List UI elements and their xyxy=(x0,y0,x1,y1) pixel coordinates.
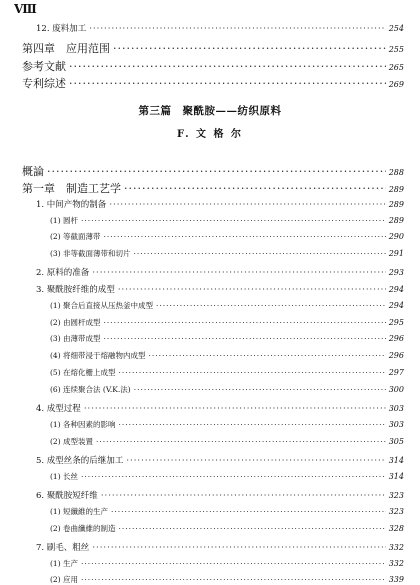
toc-entry-label: 2. 原料的准备 xyxy=(36,268,90,278)
toc-entry-page: 294 xyxy=(388,301,404,310)
toc-entry-label: (2) 等截面薄带 xyxy=(50,232,101,241)
toc-entry-label: 第一章 制造工艺学 xyxy=(22,182,121,195)
toc-entry-page: 328 xyxy=(388,524,404,533)
dot-leader xyxy=(104,318,386,327)
dot-leader xyxy=(81,472,386,481)
dot-leader xyxy=(119,524,386,533)
toc-entry-page: 303 xyxy=(388,404,404,413)
toc-entry xyxy=(36,454,404,466)
toc-entry xyxy=(22,75,404,91)
dot-leader xyxy=(89,24,385,34)
dot-leader xyxy=(118,285,386,295)
dot-leader xyxy=(113,42,386,55)
toc-entry xyxy=(50,506,404,517)
dot-leader xyxy=(96,437,386,446)
toc-entry-label: (1) 短纖維的生产 xyxy=(50,507,109,516)
toc-entry-label: (6) 连续聚合法 (V.K.法) xyxy=(50,385,131,394)
toc-entry xyxy=(22,180,404,196)
toc-entry-label: (2) 应用 xyxy=(50,575,79,584)
toc-entry-page: 254 xyxy=(388,24,404,33)
toc-entry-page: 303 xyxy=(388,420,404,429)
toc-entry-label: 参考文献 xyxy=(22,60,66,73)
toc-entry-page: 332 xyxy=(388,543,404,552)
toc-entry xyxy=(36,402,404,414)
toc-entry-page: 293 xyxy=(388,268,404,277)
dot-leader xyxy=(92,268,385,278)
toc-entry-page: 296 xyxy=(388,334,404,343)
toc-entry-page: 269 xyxy=(388,80,404,89)
toc-entry xyxy=(50,333,404,344)
dot-leader xyxy=(69,60,386,73)
dot-leader xyxy=(84,404,386,414)
toc-entry-page: 289 xyxy=(388,200,404,209)
toc-entry-page: 265 xyxy=(388,63,404,72)
toc-entry-label: 7. 刷毛、粗丝 xyxy=(36,543,90,553)
toc-entry-page: 296 xyxy=(388,351,404,360)
toc-entry-label: 第四章 应用范围 xyxy=(22,42,110,55)
toc-entry-page: 332 xyxy=(388,559,404,568)
toc-entry-label: (1) 聚合后直接从压热釜中成型 xyxy=(50,301,154,310)
dot-leader xyxy=(69,77,386,90)
toc-entry-page: 289 xyxy=(388,185,404,194)
toc-entry-label: 6. 聚酰胺短纤维 xyxy=(36,491,98,501)
dot-leader xyxy=(81,575,386,584)
toc-entry-label: 1. 中间产物的制备 xyxy=(36,200,107,210)
toc-entry xyxy=(36,541,404,553)
toc-entry xyxy=(36,489,404,501)
dot-leader xyxy=(109,200,385,210)
toc-entry-page: 314 xyxy=(388,456,404,465)
toc-entry-page: 323 xyxy=(388,491,404,500)
toc-entry xyxy=(50,300,404,311)
dot-leader xyxy=(119,368,386,377)
toc-entry-label: 3. 聚酰胺纤维的成型 xyxy=(36,285,115,295)
toc-entry-label: (1) 生产 xyxy=(50,559,79,568)
toc-entry-page: 300 xyxy=(388,385,404,394)
part-author: F. 文 格 尔 xyxy=(176,129,244,140)
toc-entry-label: 4. 成型过程 xyxy=(36,404,81,414)
toc-entry-page: 297 xyxy=(388,368,404,377)
toc-entry-label: (3) 非等截面薄带和切片 xyxy=(50,249,131,258)
dot-leader xyxy=(101,491,386,501)
toc-entry-label: (1) 圆杆 xyxy=(50,216,79,225)
toc-entry xyxy=(50,419,404,430)
dot-leader xyxy=(92,543,385,553)
dot-leader xyxy=(156,301,386,310)
toc-entry xyxy=(50,523,404,534)
dot-leader xyxy=(124,182,386,195)
toc-entry-label: (2) 由圆杆成型 xyxy=(50,318,101,327)
toc-entry xyxy=(50,574,404,585)
toc-entry xyxy=(50,248,404,259)
toc-entry xyxy=(36,22,404,34)
toc-entry xyxy=(50,231,404,242)
dot-leader xyxy=(47,165,386,178)
toc-entry-page: 305 xyxy=(388,437,404,446)
toc-entry xyxy=(50,317,404,328)
toc-entry-page: 255 xyxy=(388,45,404,54)
dot-leader xyxy=(111,507,386,516)
toc-entry-label: (2) 成型装置 xyxy=(50,437,94,446)
toc-entry xyxy=(50,384,404,395)
toc-entry xyxy=(50,215,404,226)
dot-leader xyxy=(134,249,386,258)
toc-entry xyxy=(50,436,404,447)
toc-entry-label: 概論 xyxy=(22,165,44,178)
toc-entry-page: 294 xyxy=(388,285,404,294)
toc-entry xyxy=(50,367,404,378)
toc-entry-page: 314 xyxy=(388,472,404,481)
toc-entry xyxy=(36,198,404,210)
toc-entry-page: 290 xyxy=(388,232,404,241)
toc-entry xyxy=(22,163,404,179)
toc-entry-label: 专利综述 xyxy=(22,77,66,90)
toc-entry-page: 339 xyxy=(388,575,404,584)
dot-leader xyxy=(104,232,386,241)
toc-entry-page: 295 xyxy=(388,318,404,327)
dot-leader xyxy=(126,456,385,466)
toc-entry-label: (4) 将细带浸于熔融物内成型 xyxy=(50,351,146,360)
toc-entry-label: (5) 在熔化栅上成型 xyxy=(50,368,116,377)
toc-entry xyxy=(36,283,404,295)
toc-entry-page: 289 xyxy=(388,216,404,225)
toc-entry xyxy=(50,350,404,361)
toc-entry xyxy=(36,266,404,278)
toc-entry-page: 288 xyxy=(388,168,404,177)
toc-entry-label: (1) 长丝 xyxy=(50,472,79,481)
toc-entry-label: 5. 成型丝条的后继加工 xyxy=(36,456,124,466)
toc-entry xyxy=(22,58,404,74)
dot-leader xyxy=(134,385,386,394)
dot-leader xyxy=(81,216,386,225)
toc-entry-page: 291 xyxy=(388,249,404,258)
toc-entry xyxy=(50,471,404,482)
toc-entry-label: (3) 由薄带成型 xyxy=(50,334,101,343)
toc-entry-label: (2) 卷曲纖維的制造 xyxy=(50,524,116,533)
toc-entry xyxy=(22,40,404,56)
page-number-header: Ⅷ xyxy=(14,2,36,16)
dot-leader xyxy=(119,420,386,429)
toc-entry xyxy=(50,558,404,569)
dot-leader xyxy=(149,351,386,360)
dot-leader xyxy=(81,559,386,568)
toc-entry-label: (1) 各种因素的影响 xyxy=(50,420,116,429)
toc-entry-label: 12. 废料加工 xyxy=(36,24,87,34)
dot-leader xyxy=(104,334,386,343)
part-title: 第三篇 聚酰胺——纺织原料 xyxy=(138,105,282,117)
toc-entry-page: 323 xyxy=(388,507,404,516)
